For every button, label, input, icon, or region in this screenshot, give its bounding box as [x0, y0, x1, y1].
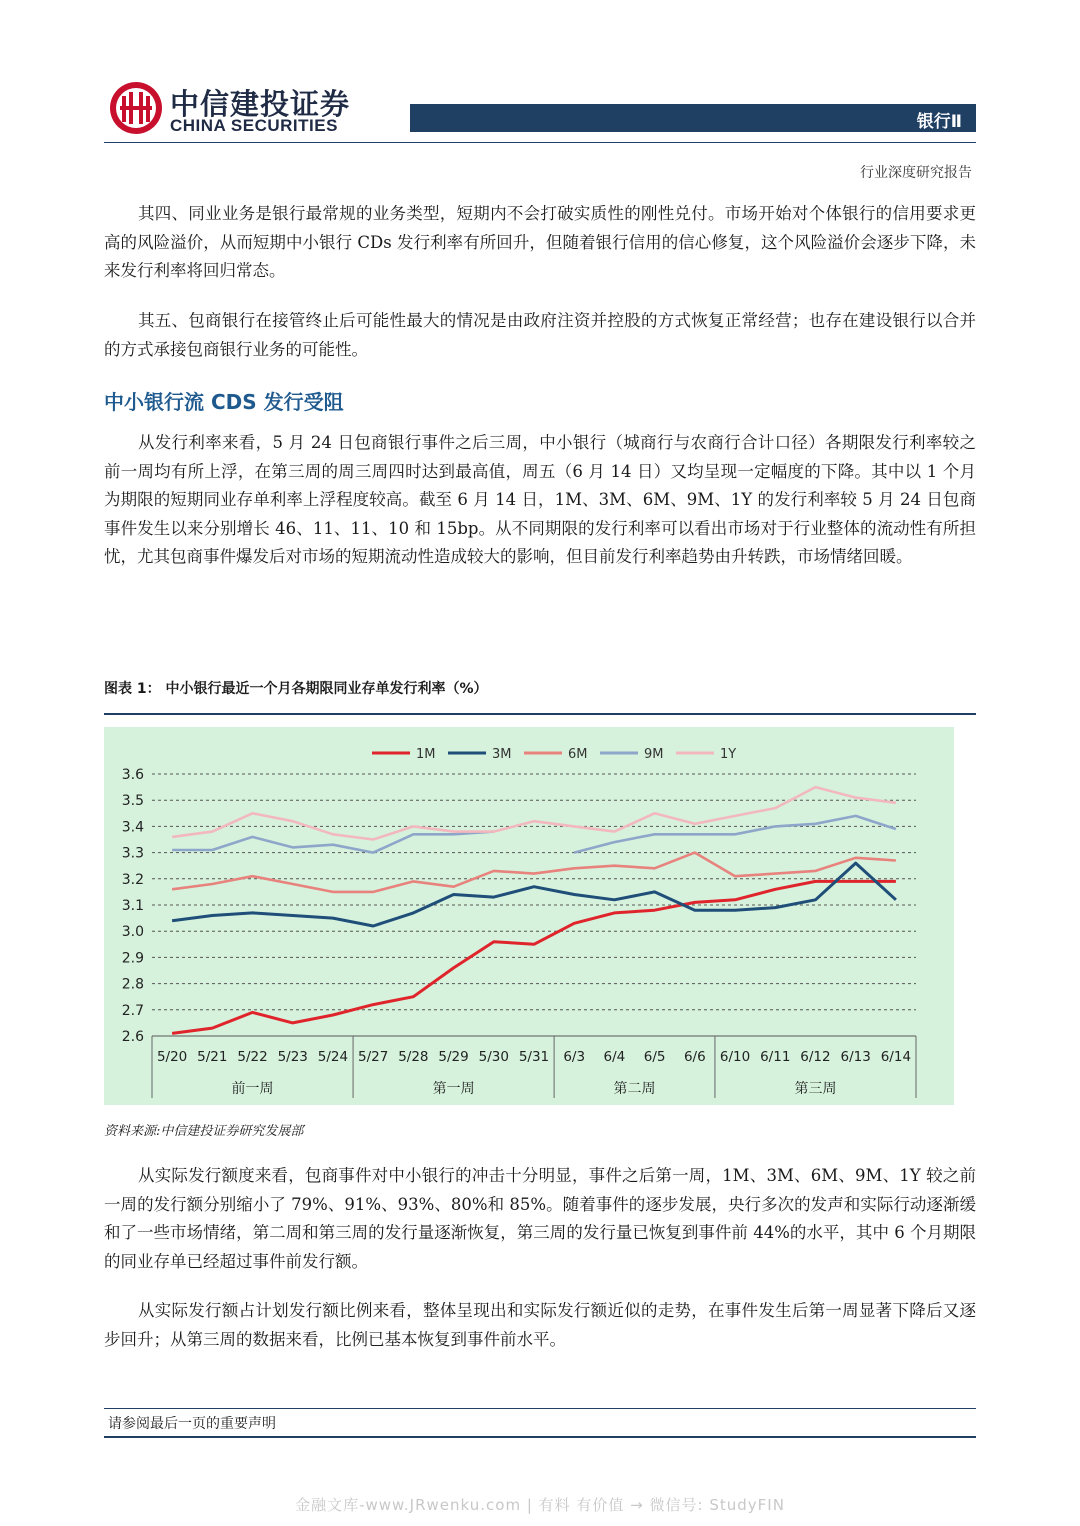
y-tick-label: 2.8: [121, 976, 144, 993]
y-tick-label: 3.5: [121, 793, 144, 810]
legend-label: 6M: [568, 747, 588, 762]
week-group-label: 第一周: [432, 1081, 475, 1097]
footer-divider-top: [104, 1408, 976, 1409]
x-tick-label: 6/4: [603, 1049, 626, 1065]
header-divider: [104, 142, 976, 143]
x-tick-label: 5/21: [197, 1049, 228, 1065]
paragraph-issue-amount: 从实际发行额度来看，包商事件对中小银行的冲击十分明显，事件之后第一周，1M、3M、6M、9M、1Y 较之前一周的发行额分别缩小了 79%、91%、93%、80%和 85%。随着事件的逐步发展，央行多次的发声和实际行动逐渐缓和了一些市场情绪，第二周和第三周的发行量逐渐恢复，第三周的发行量已恢复到事件前 44%的水平，其中 6 个月期限的同业存单已经超过事件前发行额。: [104, 1166, 976, 1271]
paragraph-issue-rate: 从发行利率来看，5 月 24 日包商银行事件之后三周，中小银行（城商行与农商行合计口径）各期限发行利率较之前一周均有所上浮，在第三周的周三周四时达到最高值，周五（6 月 14 日）又均呈现一定幅度的下降。其中以 1 个月为期限的短期同业存单利率上浮程度较高。截至 6 月 14 日，1M、3M、6M、9M、1Y 的发行利率较 5 月 24 日包商事件发生以来分别增长 46、11、11、10 和 15bp。从不同期限的发行利率可以看出市场对于行业整体的流动性有所担忧，尤其包商事件爆发后对市场的短期流动性造成较大的影响，但目前发行利率趋势由升转跌，市场情绪回暖。: [104, 433, 976, 566]
x-tick-label: 5/22: [237, 1049, 268, 1065]
company-logo-icon: [108, 80, 164, 136]
x-tick-label: 6/3: [563, 1049, 586, 1065]
x-tick-label: 6/6: [683, 1049, 706, 1065]
x-tick-label: 5/20: [156, 1049, 188, 1065]
brand-name-cn: 中信建投证券: [170, 87, 351, 121]
section-tag: 银行Ⅱ: [916, 112, 962, 132]
y-tick-label: 3.1: [121, 898, 144, 914]
watermark-text: 金融文库-www.JRwenku.com | 有料 有价值 → 微信号: StudyFIN: [295, 1496, 785, 1514]
x-tick-label: 5/24: [317, 1049, 349, 1065]
section-banner: [410, 104, 976, 132]
paragraph-5th-point: 其五、包商银行在接管终止后可能性最大的情况是由政府注资并控股的方式恢复正常经营；也存在建设银行以合并的方式承接包商银行业务的可能性。: [104, 311, 976, 359]
x-tick-label: 5/31: [518, 1049, 550, 1065]
legend-label: 1Y: [720, 747, 737, 762]
y-tick-label: 2.6: [121, 1029, 144, 1045]
y-tick-label: 3.4: [121, 819, 144, 836]
paragraph-issue-ratio: 从实际发行额占计划发行额比例来看，整体呈现出和实际发行额近似的走势，在事件发生后第一周显著下降后又逐步回升；从第三周的数据来看，比例已基本恢复到事件前水平。: [104, 1301, 976, 1349]
y-tick-label: 2.7: [121, 1002, 144, 1019]
week-group-label: 第三周: [794, 1081, 837, 1097]
x-tick-label: 5/28: [398, 1049, 429, 1065]
report-type-label: 行业深度研究报告: [860, 165, 972, 181]
y-tick-label: 2.9: [121, 950, 144, 967]
x-tick-label: 6/13: [840, 1049, 871, 1065]
y-tick-label: 3.6: [121, 767, 144, 783]
legend-label: 1M: [416, 747, 436, 762]
brand-name-en: CHINA SECURITIES: [170, 116, 338, 135]
x-tick-label: 5/27: [357, 1049, 389, 1065]
figure-title: 图表 1： 中小银行最近一个月各期限同业存单发行利率（%）: [104, 681, 488, 697]
x-tick-label: 6/14: [880, 1049, 912, 1065]
figure-source: 资料来源:中信建投证券研究发展部: [104, 1124, 304, 1139]
footer-divider-bottom: [104, 1436, 976, 1438]
section-heading: 中小银行流 CDS 发行受阻: [104, 390, 344, 414]
legend-label: 3M: [492, 747, 512, 762]
y-tick-label: 3.3: [121, 845, 144, 862]
x-tick-label: 5/30: [478, 1049, 509, 1065]
x-tick-label: 5/23: [277, 1049, 308, 1065]
paragraph-4th-point: 其四、同业业务是银行最常规的业务类型，短期内不会打破实质性的刚性兑付。市场开始对个体银行的信用要求更高的风险溢价，从而短期中小银行 CDs 发行利率有所回升，但随着银行信用的信心修复，这个风险溢价会逐步下降，未来发行利率将回归常态。: [104, 204, 976, 280]
y-axis: [122, 767, 144, 1045]
week-group-label: 第二周: [613, 1081, 656, 1097]
legend-label: 9M: [644, 747, 664, 762]
x-tick-label: 6/12: [800, 1049, 831, 1065]
y-tick-label: 3.0: [121, 924, 144, 941]
x-tick-label: 6/5: [643, 1049, 666, 1065]
figure-divider: [104, 713, 976, 715]
x-tick-label: 6/10: [719, 1049, 751, 1065]
rate-line-chart: [104, 727, 954, 1105]
y-tick-label: 3.2: [121, 871, 144, 888]
disclaimer-text: 请参阅最后一页的重要声明: [108, 1416, 276, 1432]
week-group-label: 前一周: [231, 1081, 274, 1097]
x-tick-label: 5/29: [438, 1049, 469, 1065]
x-tick-label: 6/11: [760, 1049, 791, 1065]
